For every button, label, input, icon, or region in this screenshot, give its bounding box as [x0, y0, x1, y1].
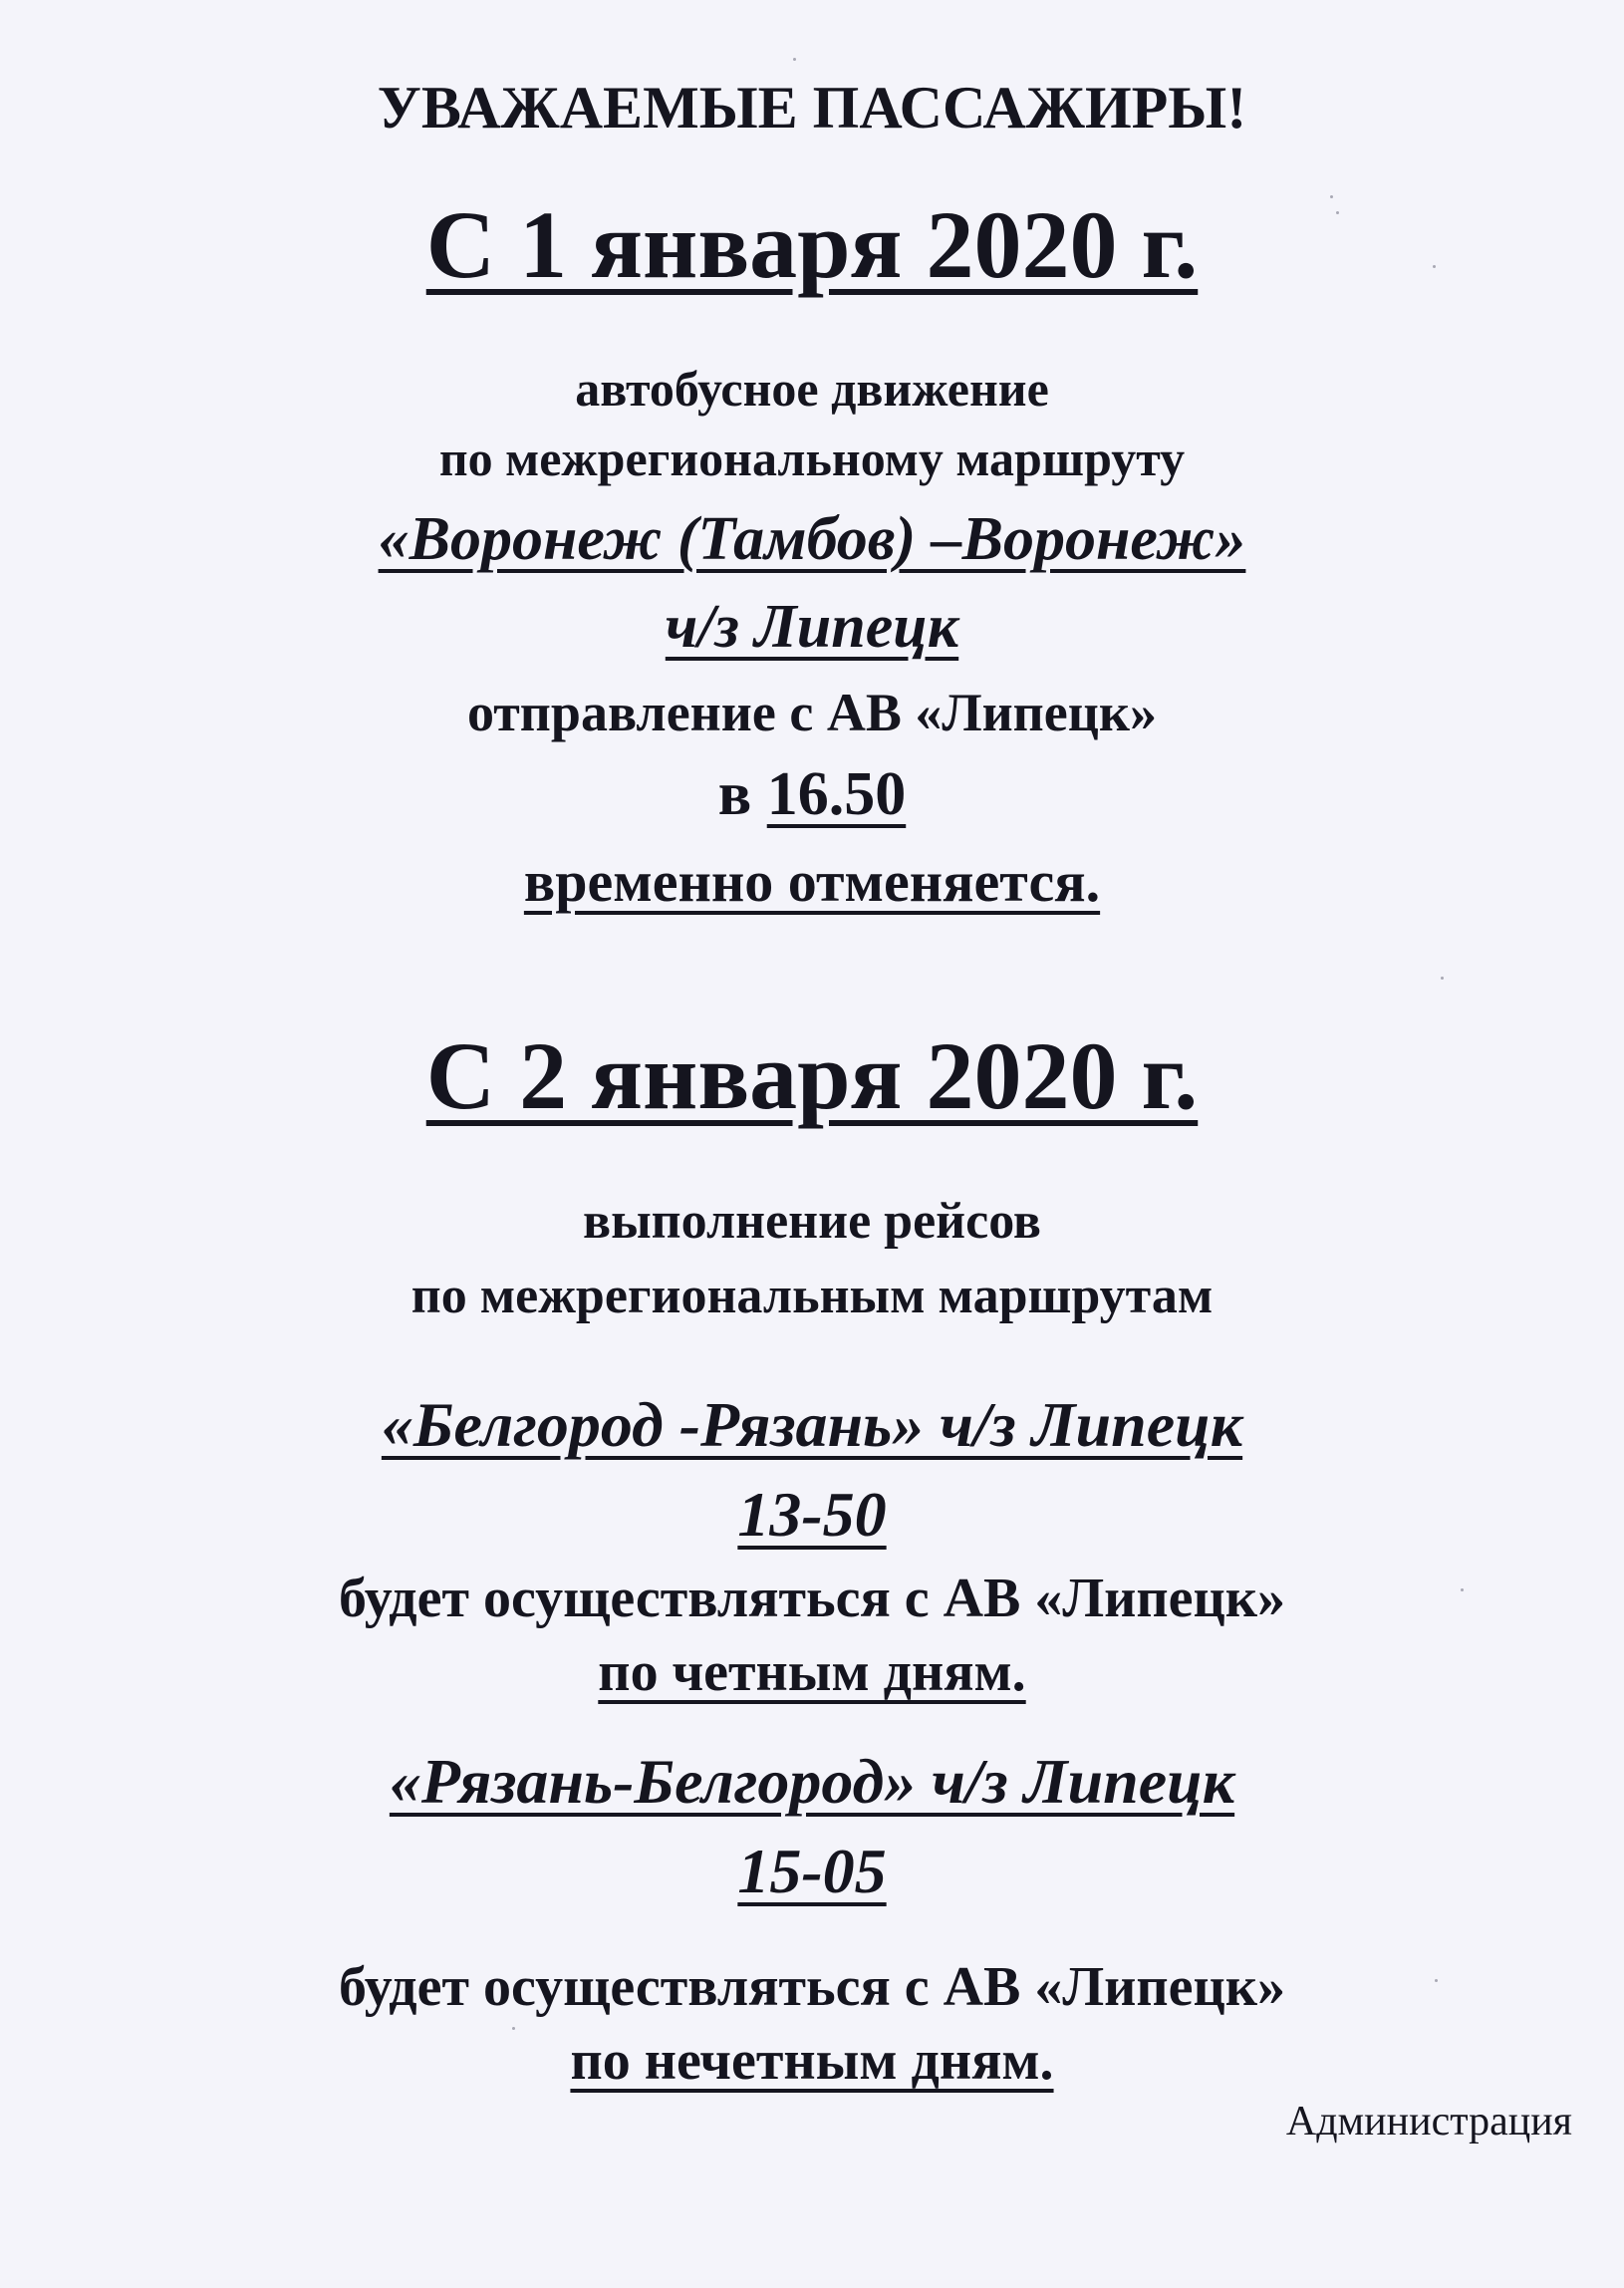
greeting-text: УВАЖАЕМЫЕ ПАССАЖИРЫ! — [377, 75, 1247, 141]
section1-line2 — [0, 430, 1624, 486]
route1-note-text: будет осуществляться с АВ «Липецк» — [338, 1568, 1286, 1629]
section1-departure — [0, 683, 1624, 742]
route2-time — [0, 1836, 1624, 1906]
section2-line1 — [0, 1193, 1624, 1250]
section1-route-text: «Воронеж (Тамбов) –Воронеж» — [378, 505, 1246, 573]
section2-line1-text: выполнение рейсов — [582, 1193, 1041, 1250]
section1-date-text: С 1 января 2020 г. — [425, 191, 1199, 298]
scan-speck — [1461, 1588, 1464, 1591]
scan-speck — [1435, 1979, 1438, 1982]
route2-time-text: 15-05 — [737, 1836, 887, 1906]
section2-date-text: С 2 января 2020 г. — [425, 1022, 1199, 1129]
route1-time-text: 13-50 — [737, 1479, 887, 1550]
scan-speck — [1441, 977, 1444, 980]
section1-line2-text: по межрегиональному маршруту — [438, 430, 1186, 486]
section1-departure-text: отправление с АВ «Липецк» — [466, 683, 1157, 742]
section1-via-text: ч/з Липецк — [665, 593, 959, 661]
route1-name — [0, 1389, 1624, 1460]
scan-speck — [1433, 265, 1436, 268]
section1-line1 — [0, 361, 1624, 417]
scan-speck — [1330, 195, 1333, 198]
section1-via — [0, 593, 1624, 661]
route2-note-text: будет осуществляться с АВ «Липецк» — [338, 1956, 1286, 2018]
section1-route — [0, 505, 1624, 573]
signature — [1286, 2101, 1572, 2143]
section1-time-prefix: в — [717, 760, 752, 828]
route1-note — [0, 1568, 1624, 1629]
route1-time — [0, 1479, 1624, 1550]
signature-text: Администрация — [1285, 2099, 1572, 2145]
section1-date-heading — [0, 191, 1624, 298]
section2-line2-text: по межрегиональным маршрутам — [410, 1268, 1214, 1324]
section1-time: 16.50 — [766, 760, 907, 828]
greeting-heading — [0, 75, 1624, 141]
section1-line1-text: автобусное движение — [575, 361, 1049, 417]
route1-days-text: по четным дням. — [598, 1641, 1026, 1703]
scan-speck — [512, 2027, 515, 2030]
scan-speck — [793, 58, 796, 61]
section2-date-heading — [0, 1022, 1624, 1129]
section1-status-text: временно отменяется. — [523, 849, 1101, 914]
route1-days — [0, 1641, 1624, 1703]
route2-name-text: «Рязань-Белгород» ч/з Липецк — [389, 1746, 1235, 1817]
route2-days — [0, 2030, 1624, 2092]
scan-speck — [1336, 211, 1339, 214]
route1-name-text: «Белгород -Рязань» ч/з Липецк — [381, 1389, 1243, 1460]
section2-line2 — [0, 1268, 1624, 1324]
route2-name — [0, 1746, 1624, 1817]
route2-note — [0, 1956, 1624, 2018]
section1-time-line — [0, 760, 1624, 828]
route2-days-text: по нечетным дням. — [570, 2030, 1054, 2092]
section1-status — [0, 849, 1624, 914]
